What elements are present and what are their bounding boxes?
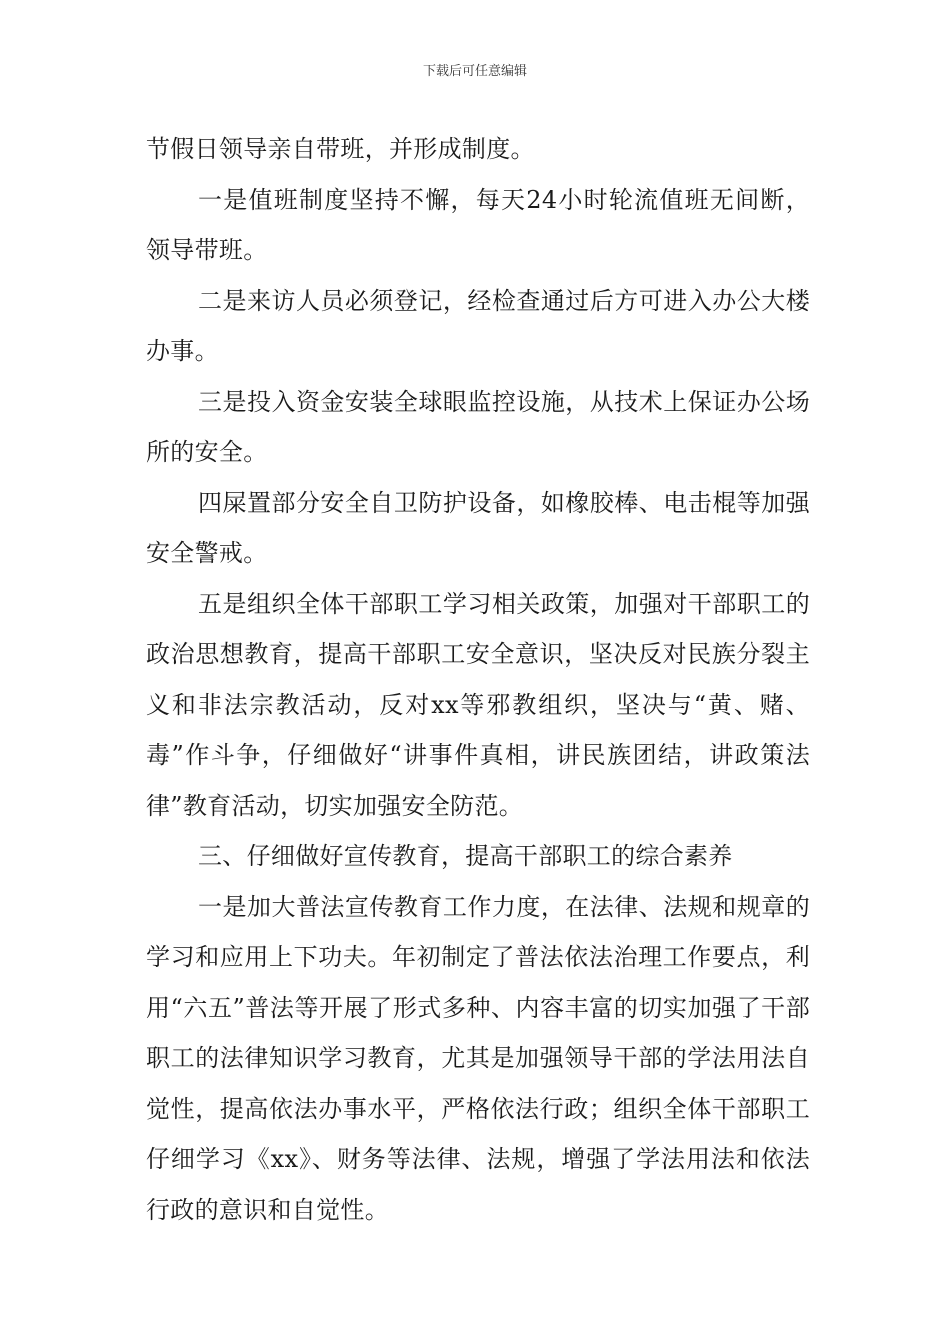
paragraph-duty-system: 一是值班制度坚持不懈，每天24小时轮流值班无间断，领导带班。 bbox=[146, 185, 810, 264]
paragraph-visitor-registration: 二是来访人员必须登记，经检查通过后方可进入办公大楼办事。 bbox=[146, 286, 810, 365]
page-header: 下载后可任意编辑 bbox=[422, 64, 527, 79]
paragraph-protective-equipment: 四屎置部分安全自卫防护设备，如橡胶棒、电击棍等加强安全警戒。 bbox=[146, 488, 810, 567]
paragraph-political-education: 五是组织全体干部职工学习相关政策，加强对干部职工的政治思想教育，提高干部职工安全意识，坚决反对民族分裂主义和非法宗教活动，反对xx等邪教组织，坚决与“黄、赌、毒”作斗争，仔细做好“讲事件真相，讲民族团结，讲政策法律”教育活动，切实加强安全防范。 bbox=[146, 589, 810, 820]
paragraph-legal-education: 一是加大普法宣传教育工作力度，在法律、法规和规章的学习和应用上下功夫。年初制定了普法依法治理工作要点，利用“六五”普法等开展了形式多种、内容丰富的切实加强了干部职工的法律知识学习教育，尤其是加强领导干部的学法用法自觉性，提高依法办事水平，严格依法行政；组织全体干部职工仔细学习《xx》、财务等法律、法规，增强了学法用法和依法行政的意识和自觉性。 bbox=[146, 892, 810, 1224]
section-heading: 三、仔细做好宣传教育，提高干部职工的综合素养 bbox=[198, 842, 733, 870]
document-body bbox=[146, 124, 810, 1235]
paragraph-monitoring: 三是投入资金安装全球眼监控设施，从技术上保证办公场所的安全。 bbox=[146, 387, 810, 466]
paragraph-continuation: 节假日领导亲自带班，并形成制度。 bbox=[146, 135, 535, 163]
